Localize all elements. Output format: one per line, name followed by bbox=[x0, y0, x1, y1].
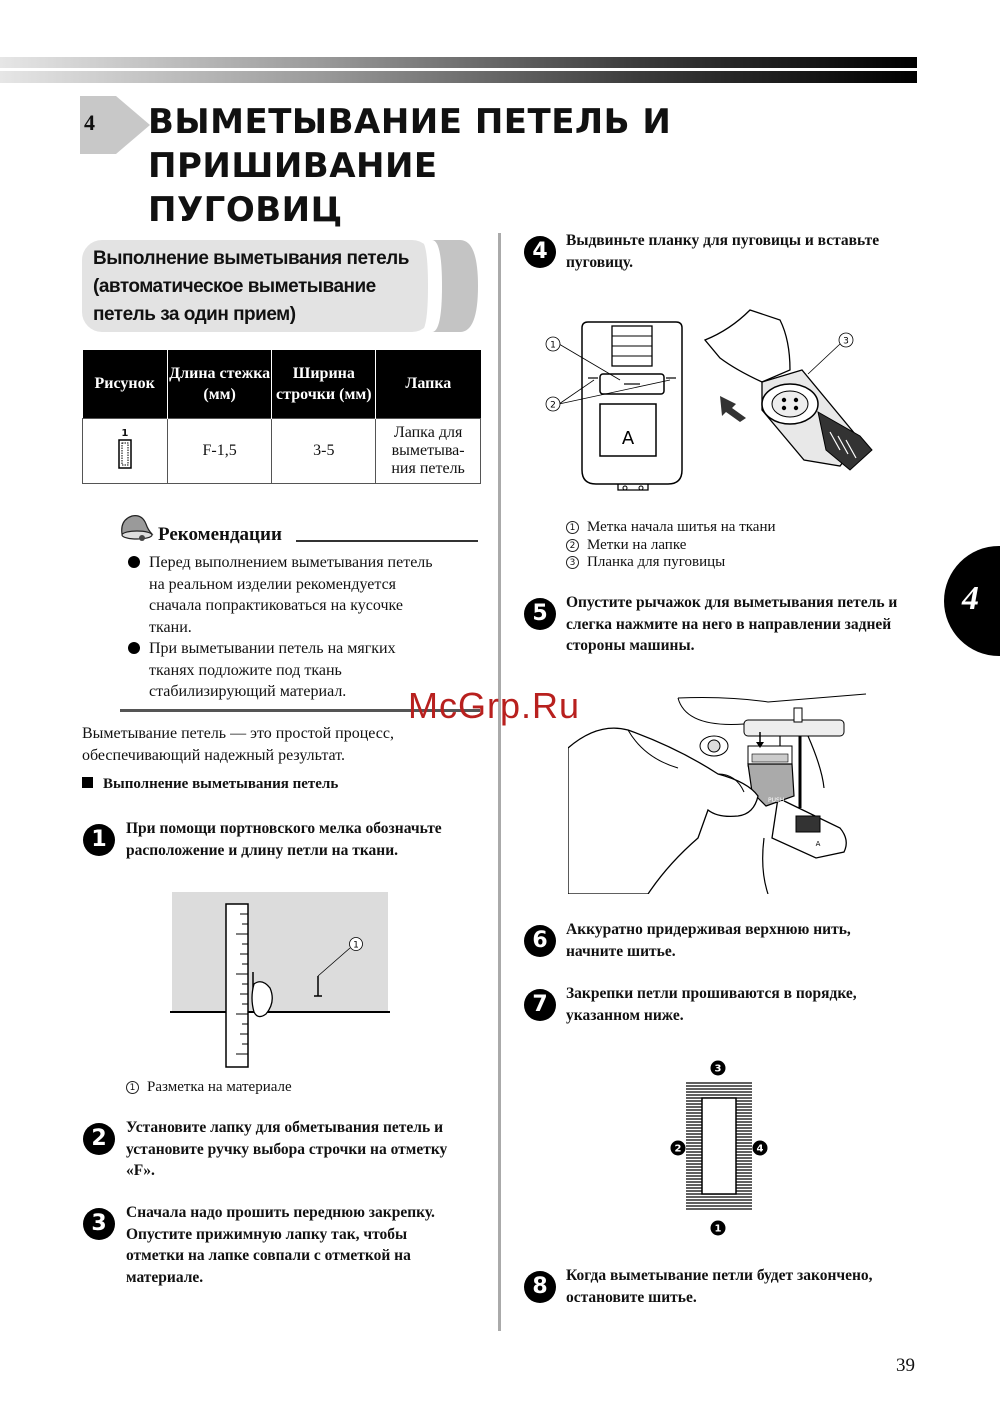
lever-press-illustration bbox=[568, 688, 868, 894]
square-bullet-icon bbox=[82, 777, 93, 788]
svg-text:1: 1 bbox=[550, 340, 556, 351]
figure1-caption: 1 Разметка на материале bbox=[126, 1079, 292, 1097]
column-divider bbox=[498, 233, 501, 1331]
step-badge: 5 bbox=[524, 598, 556, 630]
svg-text:3: 3 bbox=[714, 1063, 722, 1075]
buttonhole-sewing-order-diagram bbox=[668, 1058, 772, 1240]
svg-text:1: 1 bbox=[714, 1223, 722, 1235]
buttonhole-foot-illustration bbox=[540, 300, 880, 510]
svg-text:3: 3 bbox=[843, 336, 849, 347]
table-cell-foot: Лапка для выметыва- ния петель bbox=[376, 418, 481, 483]
step-text: Установите лапку для обметывания петель и установите ручку выбора строчки на отметку «F». bbox=[126, 1119, 448, 1179]
recommendation-item: Перед выполнением выметывания петель на реальном изделии рекомендуется сначала попрактиковаться на кусочке ткани. bbox=[128, 552, 480, 638]
header-bar bbox=[0, 57, 917, 83]
table-header-width: Ширина строчки (мм) bbox=[272, 350, 376, 418]
svg-text:PUSH: PUSH bbox=[768, 797, 785, 804]
chapter-side-tab-number: 4 bbox=[962, 580, 979, 617]
step-text: Сначала надо прошить переднюю закрепку. Опустите прижимную лапку так, чтобы отметки на лапке совпали с отметкой на материале. bbox=[126, 1204, 435, 1286]
recommendation-item: При выметывании петель на мягких тканях подложите под ткань стабилизирующий материал. bbox=[128, 638, 480, 703]
svg-text:A: A bbox=[621, 428, 635, 449]
recommendations-title: Рекомендации bbox=[158, 524, 282, 545]
settings-table bbox=[82, 350, 481, 484]
chapter-title: ВЫМЕТЫВАНИЕ ПЕТЕЛЬ И ПРИШИВАНИЕ ПУГОВИЦ bbox=[148, 102, 672, 230]
table-cell-pattern: 1 bbox=[83, 418, 168, 483]
bell-icon bbox=[118, 512, 154, 542]
chapter-number: 4 bbox=[84, 110, 95, 135]
svg-text:4: 4 bbox=[756, 1143, 764, 1155]
section-title: Выполнение выметывания петель (автоматическое выметывание петель за один прием) bbox=[93, 248, 409, 325]
figure4-caption-2: 2 Метки на лапке bbox=[566, 537, 686, 555]
step-badge: 8 bbox=[524, 1271, 556, 1303]
step-text: Закрепки петли прошиваются в порядке, указанном ниже. bbox=[566, 985, 857, 1024]
bullet-icon bbox=[128, 642, 140, 654]
table-header-length: Длина стежка (мм) bbox=[167, 350, 272, 418]
step-badge: 2 bbox=[83, 1123, 115, 1155]
bullet-icon bbox=[128, 556, 140, 568]
subheading: Выполнение выметывания петель bbox=[82, 776, 338, 793]
step-text: Опустите рычажок для выметывания петель и слегка нажмите на него в направлении задней стороны машины. bbox=[566, 594, 898, 654]
table-cell-length: F-1,5 bbox=[167, 418, 272, 483]
figure4-caption-1: 1 Метка начала шитья на ткани bbox=[566, 519, 776, 537]
svg-text:A: A bbox=[815, 840, 821, 848]
intro-paragraph: Выметывание петель — это простой процесс, обеспечивающий надежный результат. bbox=[82, 725, 394, 764]
table-header-pattern: Рисунок bbox=[83, 350, 168, 418]
fabric-marking-illustration bbox=[170, 892, 390, 1072]
svg-text:1: 1 bbox=[353, 940, 359, 951]
table-header-foot: Лапка bbox=[376, 350, 481, 418]
step-badge: 7 bbox=[524, 989, 556, 1021]
table-cell-width: 3-5 bbox=[272, 418, 376, 483]
page-number: 39 bbox=[896, 1355, 915, 1376]
svg-text:2: 2 bbox=[674, 1143, 682, 1155]
step-badge: 4 bbox=[524, 236, 556, 268]
figure4-caption-3: 3 Планка для пуговицы bbox=[566, 554, 725, 572]
step-badge: 3 bbox=[83, 1208, 115, 1240]
step-text: Выдвиньте планку для пуговицы и вставьте пуговицу. bbox=[566, 232, 880, 271]
watermark: McGrp.Ru bbox=[408, 685, 581, 726]
step-text: При помощи портновского мелка обозначьте расположение и длину петли на ткани. bbox=[126, 820, 442, 859]
step-badge: 6 bbox=[524, 925, 556, 957]
step-badge: 1 bbox=[83, 824, 115, 856]
svg-text:2: 2 bbox=[550, 400, 556, 411]
buttonhole-pattern-icon bbox=[118, 439, 132, 469]
recommendations-rule bbox=[296, 540, 478, 542]
step-text: Аккуратно придерживая верхнюю нить, начните шитье. bbox=[566, 921, 851, 960]
step-text: Когда выметывание петли будет закончено, остановите шитье. bbox=[566, 1267, 873, 1306]
